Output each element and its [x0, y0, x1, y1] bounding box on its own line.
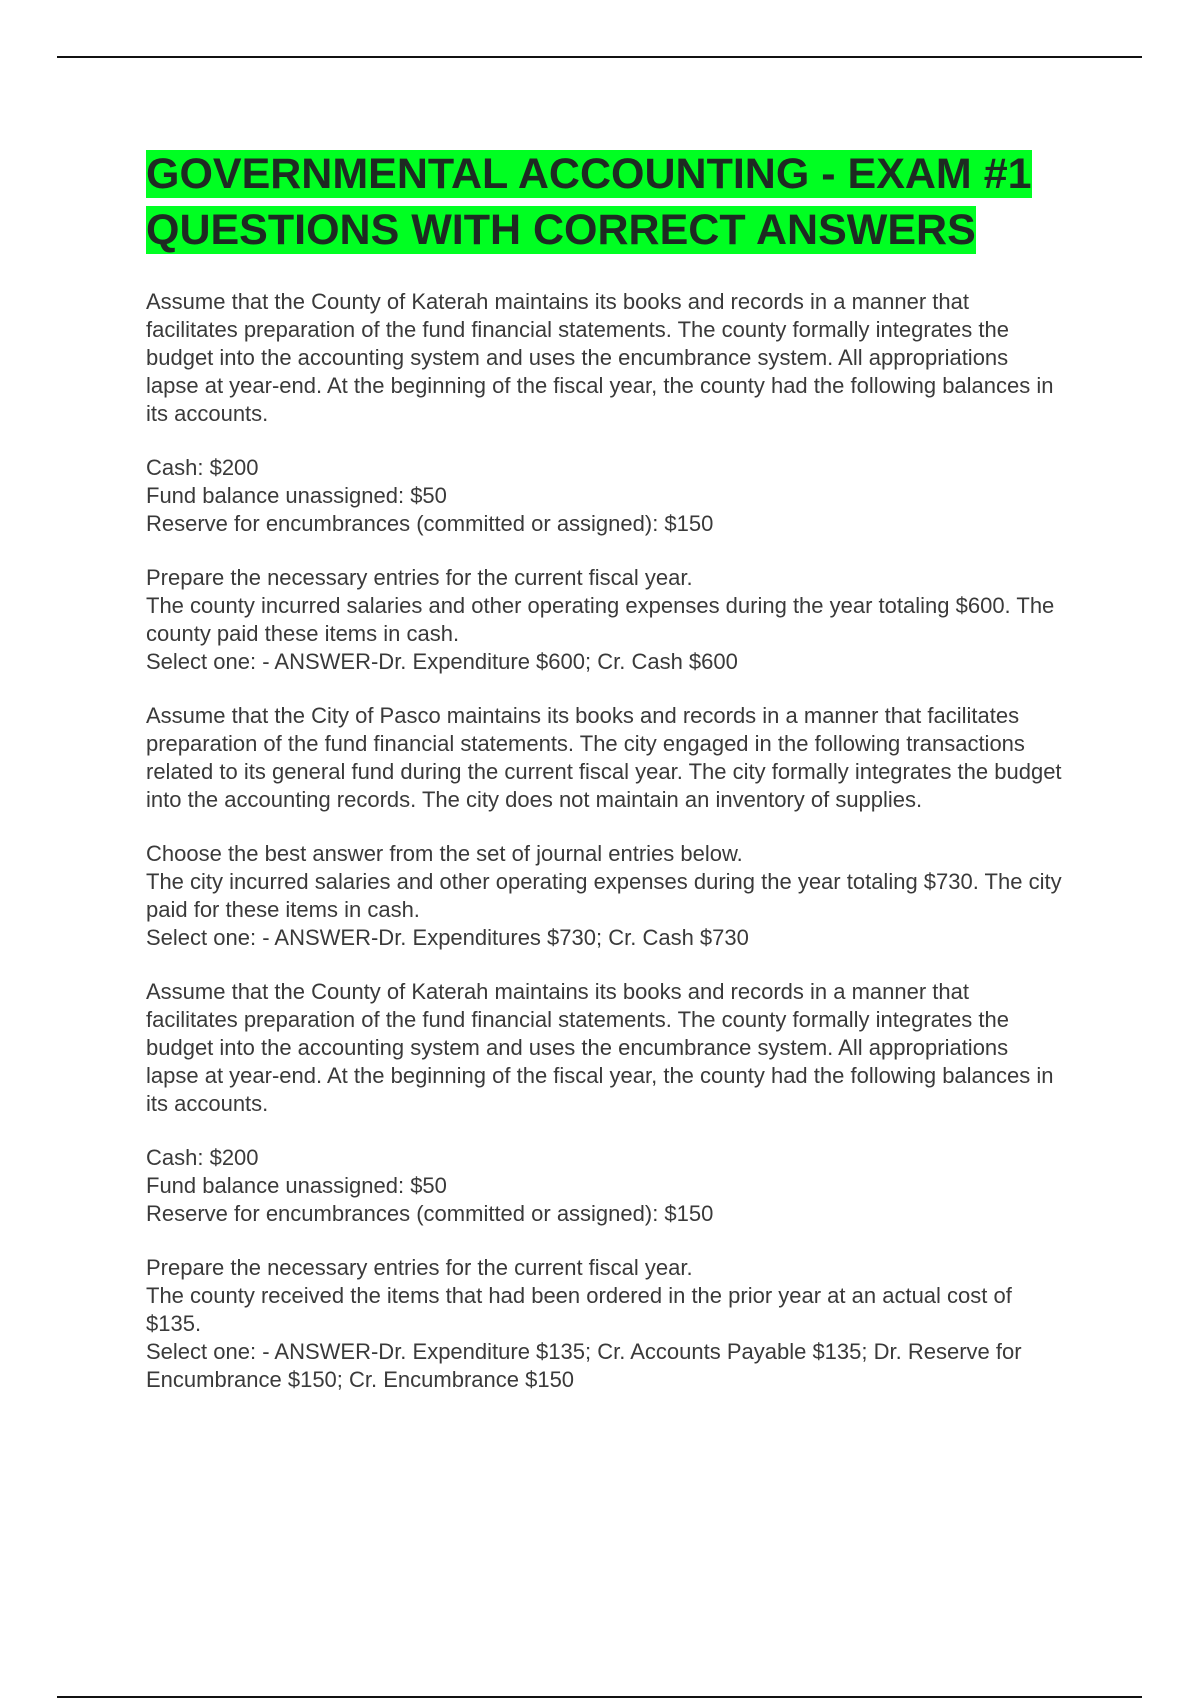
answer-line: Select one: - ANSWER-Dr. Expenditure $600; Cr. Cash $600 [146, 649, 738, 674]
balance-line-cash: Cash: $200 [146, 455, 259, 480]
question-3-entry [146, 1254, 1066, 1394]
paragraph-line: Assume that the County of Katerah maintains its books and records in a manner that facilitates preparation of the fund financial statements. The county formally integrates the budget into the accounting system and uses the encumbrance system. All appropriations lapse at year-end. At the beginning of the fiscal year, the county had the following balances in its accounts. [146, 979, 1054, 1116]
balance-line-reserve: Reserve for encumbrances (committed or assigned): $150 [146, 1201, 714, 1226]
document-title [146, 146, 1066, 258]
question-2-entry [146, 840, 1066, 952]
balance-line-cash: Cash: $200 [146, 1145, 259, 1170]
instruction-line: Prepare the necessary entries for the current fiscal year. [146, 565, 693, 590]
footer-rule [57, 1696, 1142, 1698]
question-3-balances [146, 1144, 1066, 1228]
transaction-line: The county incurred salaries and other operating expenses during the year totaling $600. The county paid these items in cash. [146, 593, 1055, 646]
question-3-prompt [146, 978, 1066, 1118]
paragraph-line: Assume that the County of Katerah maintains its books and records in a manner that facilitates preparation of the fund financial statements. The county formally integrates the budget into the accounting system and uses the encumbrance system. All appropriations lapse at year-end. At the beginning of the fiscal year, the county had the following balances in its accounts. [146, 289, 1054, 426]
paragraph-line: Assume that the City of Pasco maintains its books and records in a manner that facilitates preparation of the fund financial statements. The city engaged in the following transactions related to its general fund during the current fiscal year. The city formally integrates the budget into the accounting records. The city does not maintain an inventory of supplies. [146, 703, 1062, 812]
question-1-prompt [146, 288, 1066, 428]
instruction-line: Prepare the necessary entries for the current fiscal year. [146, 1255, 693, 1280]
transaction-line: The county received the items that had been ordered in the prior year at an actual cost of $135. [146, 1283, 1012, 1336]
balance-line-fund: Fund balance unassigned: $50 [146, 483, 447, 508]
transaction-line: The city incurred salaries and other operating expenses during the year totaling $730. The city paid for these items in cash. [146, 869, 1062, 922]
instruction-line: Choose the best answer from the set of journal entries below. [146, 841, 743, 866]
title-highlight: GOVERNMENTAL ACCOUNTING - EXAM #1 QUESTIONS WITH CORRECT ANSWERS [146, 150, 1032, 254]
answer-line: Select one: - ANSWER-Dr. Expenditure $135; Cr. Accounts Payable $135; Dr. Reserve for Encumbrance $150; Cr. Encumbrance $150 [146, 1339, 1022, 1392]
header-rule [57, 56, 1142, 58]
balance-line-fund: Fund balance unassigned: $50 [146, 1173, 447, 1198]
question-1-balances [146, 454, 1066, 538]
document-body [146, 146, 1066, 1420]
question-2-prompt [146, 702, 1066, 814]
balance-line-reserve: Reserve for encumbrances (committed or assigned): $150 [146, 511, 714, 536]
answer-line: Select one: - ANSWER-Dr. Expenditures $730; Cr. Cash $730 [146, 925, 749, 950]
question-1-entry [146, 564, 1066, 676]
